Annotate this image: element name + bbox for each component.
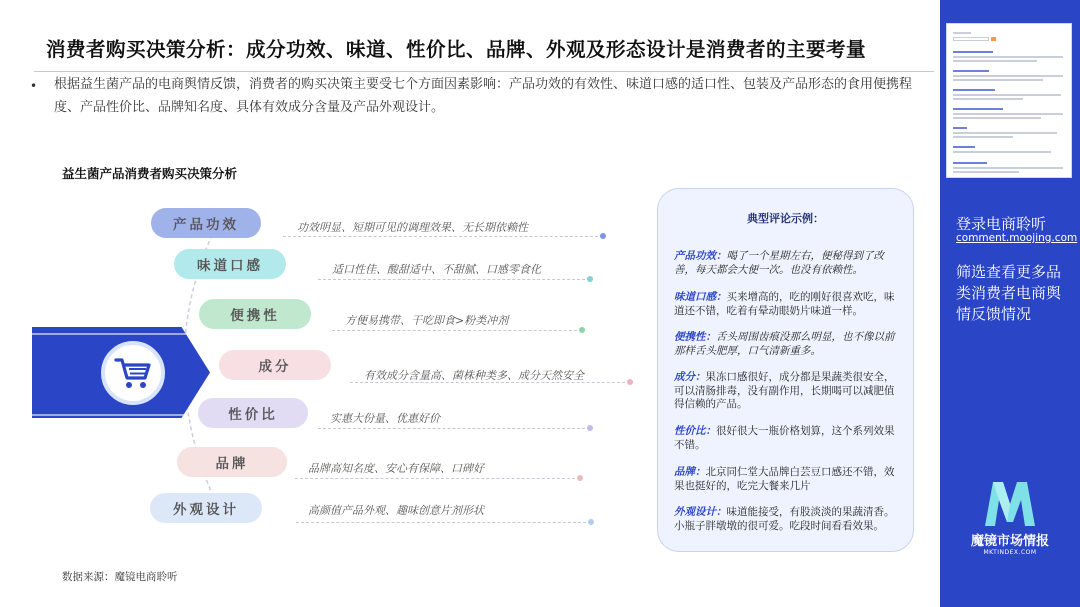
- review-brand: [674, 466, 904, 493]
- factor-endpoint: [587, 276, 593, 282]
- review-text: 买来增高的，吃的刚好很喜欢吃，味道还不错，吃着有晕动眼奶片味道一样。: [674, 291, 895, 317]
- review-key: 品牌：: [674, 466, 706, 478]
- review-taste: [674, 291, 904, 318]
- factor-desc-appearance: 高颜值产品外观、趣味创意片剂形状: [308, 504, 484, 517]
- review-text: 喝了一个星期左右，便秘得到了改善，每天都会大便一次。也没有依赖性。: [674, 250, 884, 276]
- review-portability: [674, 331, 904, 358]
- review-key: 味道口感：: [674, 291, 727, 303]
- review-key: 便携性：: [674, 331, 716, 343]
- factor-pill-efficacy: 产品功效: [151, 208, 261, 238]
- cart-badge: [101, 341, 165, 405]
- factor-pill-ingredients: 成分: [219, 350, 331, 380]
- factor-desc-ingredients: 有效成分含量高、菌株种类多、成分天然安全: [364, 369, 584, 382]
- review-panel: [657, 188, 914, 552]
- review-value: [674, 425, 904, 452]
- review-ingredients: [674, 371, 904, 412]
- review-text: 很好很大一瓶价格划算，这个系列效果不错。: [674, 425, 895, 451]
- factor-pill-brand: 品牌: [177, 447, 287, 477]
- factor-desc-value: 实惠大份量、优惠好价: [330, 412, 440, 425]
- review-key: 外观设计：: [674, 506, 727, 518]
- factor-pill-taste: 味道口感: [174, 249, 286, 279]
- factor-connector: [318, 279, 590, 280]
- brand-url: MKTINDEX.COM: [983, 549, 1037, 556]
- review-text: 味道能接受，有股淡淡的果蔬清香。小瓶子胖墩墩的很可爱。吃段时间看看效果。: [674, 506, 895, 532]
- factor-pill-portability: 便携性: [199, 299, 311, 329]
- review-key: 成分：: [674, 371, 706, 383]
- review-key: 产品功效：: [674, 250, 727, 262]
- page-title: 消费者购买决策分析：成分功效、味道、性价比、品牌、外观及形态设计是消费者的主要考量: [46, 38, 867, 61]
- factor-connector: [295, 478, 580, 479]
- factor-endpoint: [627, 379, 633, 385]
- bullet-marker: •: [30, 79, 38, 93]
- title-divider: [34, 71, 934, 72]
- preview-screenshot[interactable]: [946, 23, 1072, 178]
- review-efficacy: [674, 250, 904, 277]
- factor-connector: [283, 236, 603, 237]
- factor-endpoint: [600, 233, 606, 239]
- factor-endpoint: [587, 425, 593, 431]
- side-cta-text: 筛选查看更多品类消费者电商舆情反馈情况: [956, 263, 1062, 323]
- review-text: 北京同仁堂大品牌白芸豆口感还不错，效果也挺好的，吃完大餐来几片: [674, 466, 895, 492]
- factor-pill-appearance: 外观设计: [150, 493, 262, 523]
- review-panel-title: 典型评论示例：: [747, 212, 824, 225]
- review-text: 舌头周围齿痕没那么明显，也不像以前那样舌头肥厚，口气清新重多。: [674, 331, 895, 357]
- factor-desc-brand: 品牌高知名度、安心有保障、口碑好: [308, 462, 484, 475]
- moojing-m-logo-icon: [981, 478, 1039, 528]
- factor-connector: [332, 330, 582, 331]
- factor-connector: [318, 428, 590, 429]
- shopping-cart-icon: [114, 356, 152, 390]
- factor-desc-portability: 方便易携带、干吃即食>粉类冲剂: [345, 314, 509, 327]
- summary-text: 根据益生菌产品的电商舆情反馈，消费者的购买决策主要受七个方面因素影响：产品功效的有效性、味道口感的适口性、包装及产品形态的食用便携程度、产品性价比、品牌知名度、具体有效成分含量及产品外观设计。: [54, 77, 913, 115]
- side-url-link[interactable]: comment.moojing.com: [956, 232, 1078, 244]
- side-login-title: 登录电商聆听: [956, 215, 1047, 233]
- section-title: 益生菌产品消费者购买决策分析: [62, 166, 238, 181]
- brand-name: 魔镜市场情报: [970, 534, 1049, 549]
- factor-endpoint: [579, 327, 585, 333]
- review-text: 果冻口感很好，成分都是果蔬类很安全，可以清肠排毒，没有副作用，长期喝可以减肥值得信赖的产品。: [674, 371, 895, 410]
- factor-pill-value: 性价比: [198, 398, 308, 428]
- review-appearance: [674, 506, 904, 533]
- factor-connector: [296, 522, 591, 523]
- factor-desc-taste: 适口性佳、酸甜适中、不甜腻、口感零食化: [332, 263, 541, 276]
- factor-endpoint: [588, 519, 594, 525]
- review-key: 性价比：: [674, 425, 716, 437]
- factor-desc-efficacy: 功效明显、短期可见的调理效果、无长期依赖性: [297, 221, 528, 234]
- factor-endpoint: [577, 475, 583, 481]
- data-source: 数据来源：魔镜电商聆听: [62, 571, 178, 583]
